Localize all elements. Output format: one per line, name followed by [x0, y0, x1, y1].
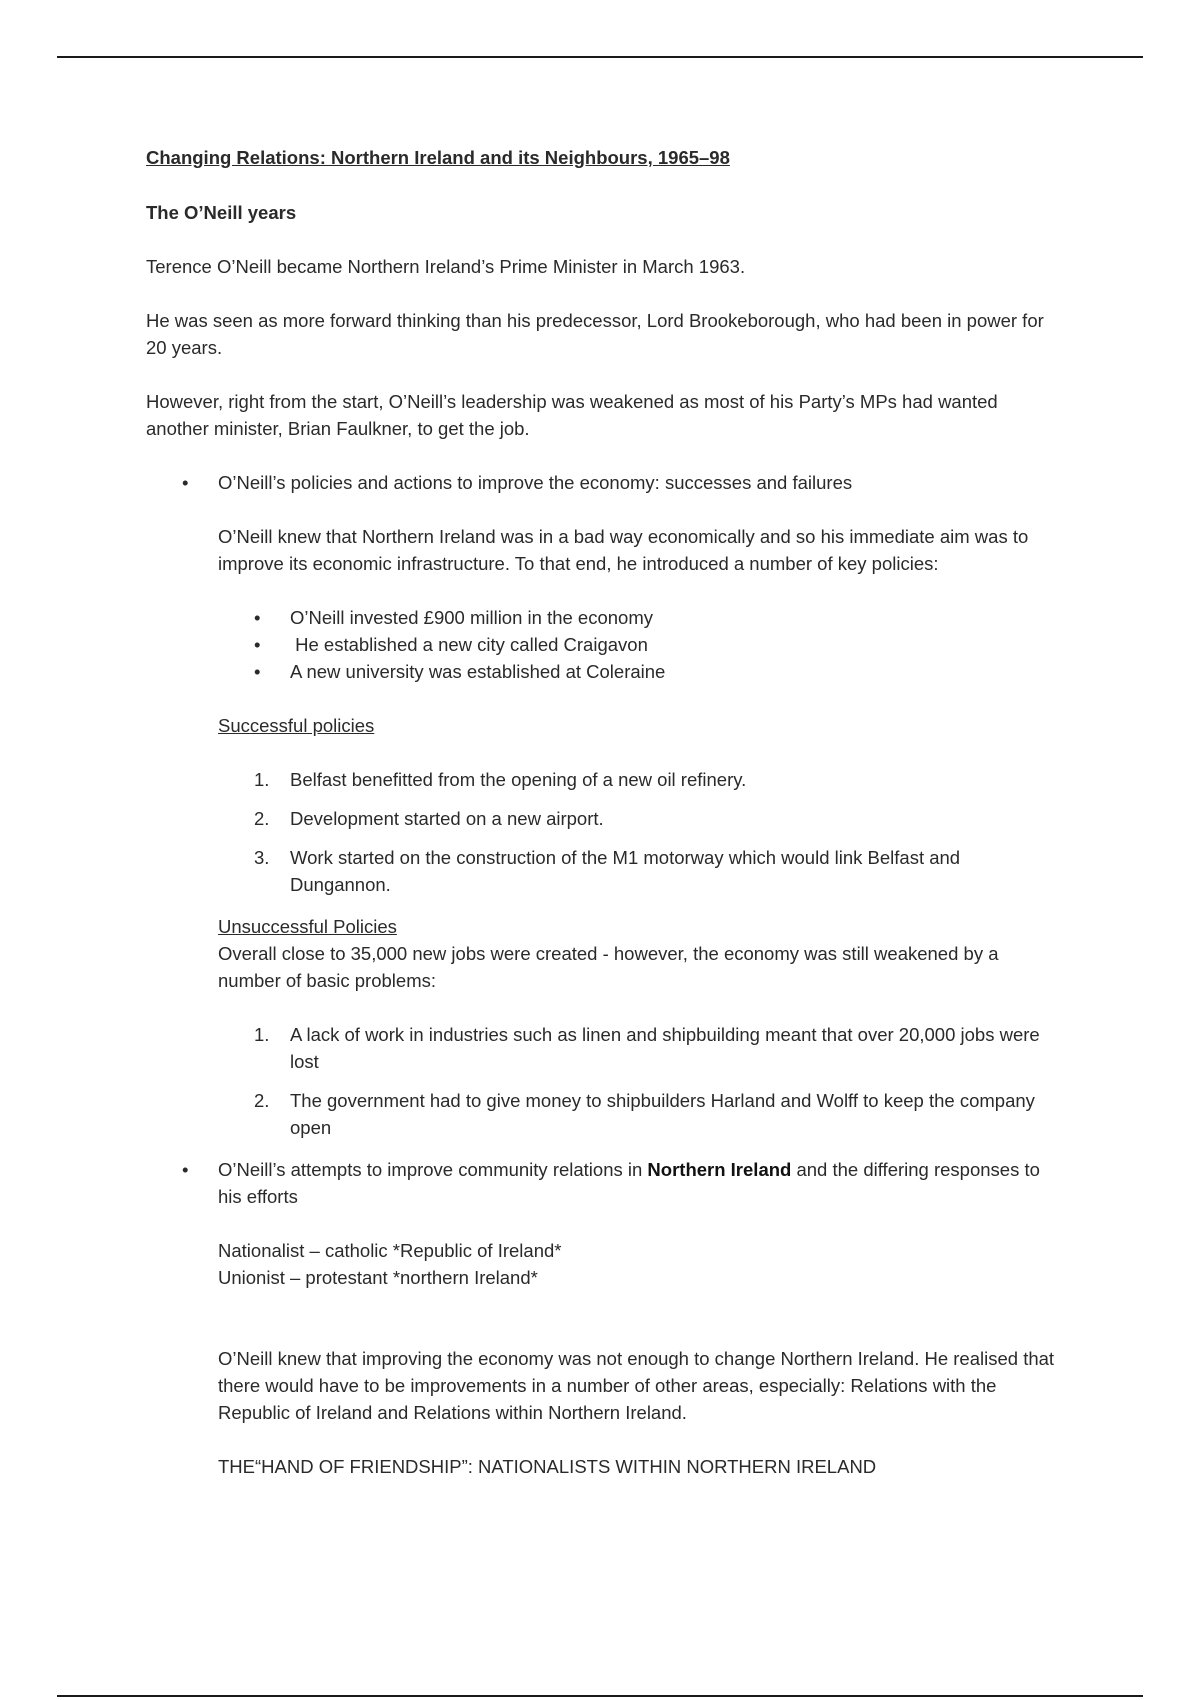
list-item-text: A new university was established at Coleraine: [290, 661, 666, 682]
intro-paragraph-2: He was seen as more forward thinking than his predecessor, Lord Brookeborough, who had been in power for 20 years.: [146, 310, 1044, 358]
successful-policies-heading: Successful policies: [218, 715, 375, 736]
document-page: [146, 144, 1056, 1480]
bullet-economy: [146, 469, 1056, 1141]
community-heading-text-end: and the differing responses to his efforts: [218, 1159, 1040, 1207]
list-item-text: Work started on the construction of the M1 motorway which would link Belfast and Dungannon.: [290, 847, 961, 895]
community-heading: [218, 1156, 1056, 1210]
footer-rule: [57, 1695, 1143, 1697]
section-subtitle: The O’Neill years: [146, 202, 297, 223]
list-item: [218, 631, 1056, 658]
list-item-text: Development started on a new airport.: [290, 808, 604, 829]
document-title: Changing Relations: Northern Ireland and its Neighbours, 1965–98: [146, 147, 730, 168]
list-item: [218, 766, 1056, 793]
intro-paragraph-1: Terence O’Neill became Northern Ireland’s Prime Minister in March 1963.: [146, 256, 746, 277]
nationalist-line: Nationalist – catholic *Republic of Ireland*: [218, 1240, 562, 1261]
list-item: [218, 1087, 1056, 1141]
bullet-marker: •: [254, 661, 261, 682]
economy-paragraph: O’Neill knew that Northern Ireland was in a bad way economically and so his immediate aim was to improve its economic infrastructure. To that end, he introduced a number of key policies:: [218, 526, 1029, 574]
bullet-marker: •: [182, 1159, 189, 1180]
unsuccessful-policies-heading: Unsuccessful Policies: [218, 916, 397, 937]
bullet-community-relations: [146, 1156, 1056, 1480]
list-number: 2.: [254, 1090, 270, 1111]
bullet-marker: •: [254, 634, 261, 655]
list-number: 2.: [254, 808, 270, 829]
list-number: 3.: [254, 847, 270, 868]
community-heading-bold: Northern Ireland: [647, 1159, 792, 1180]
community-paragraph: O’Neill knew that improving the economy was not enough to change Northern Ireland. He realised that there would have to be improvements in a number of other areas, especially: Relations with the Republic of Ireland and Relations within Northern Ireland.: [218, 1348, 1055, 1423]
bullet-marker: •: [182, 472, 189, 493]
list-item-text: O’Neill invested £900 million in the economy: [290, 607, 653, 628]
list-item: [218, 658, 1056, 685]
unsuccessful-policies-list: [218, 1021, 1056, 1141]
list-item-text: He established a new city called Craigavon: [290, 634, 648, 655]
list-item-text: Belfast benefitted from the opening of a new oil refinery.: [290, 769, 747, 790]
community-heading-text: O’Neill’s attempts to improve community relations in: [218, 1159, 648, 1180]
unionist-line: Unionist – protestant *northern Ireland*: [218, 1267, 538, 1288]
list-number: 1.: [254, 1024, 270, 1045]
bullet-marker: •: [254, 607, 261, 628]
list-number: 1.: [254, 769, 270, 790]
header-rule: [57, 56, 1143, 58]
hand-of-friendship-heading: THE“HAND OF FRIENDSHIP”: NATIONALISTS WITHIN NORTHERN IRELAND: [218, 1456, 877, 1477]
list-item-text: A lack of work in industries such as linen and shipbuilding meant that over 20,000 jobs were lost: [290, 1024, 1040, 1072]
economy-heading: O’Neill’s policies and actions to improve the economy: successes and failures: [218, 472, 853, 493]
list-item: [218, 1021, 1056, 1075]
unsuccessful-paragraph: Overall close to 35,000 new jobs were created - however, the economy was still weakened by a number of basic problems:: [218, 943, 999, 991]
intro-paragraph-3: However, right from the start, O’Neill’s leadership was weakened as most of his Party’s MPs had wanted another minister, Brian Faulkner, to get the job.: [146, 391, 998, 439]
successful-policies-list: [218, 766, 1056, 898]
list-item: [218, 604, 1056, 631]
list-item: [218, 805, 1056, 832]
list-item-text: The government had to give money to shipbuilders Harland and Wolff to keep the company open: [290, 1090, 1035, 1138]
policies-list: [218, 604, 1056, 685]
list-item: [218, 844, 1056, 898]
